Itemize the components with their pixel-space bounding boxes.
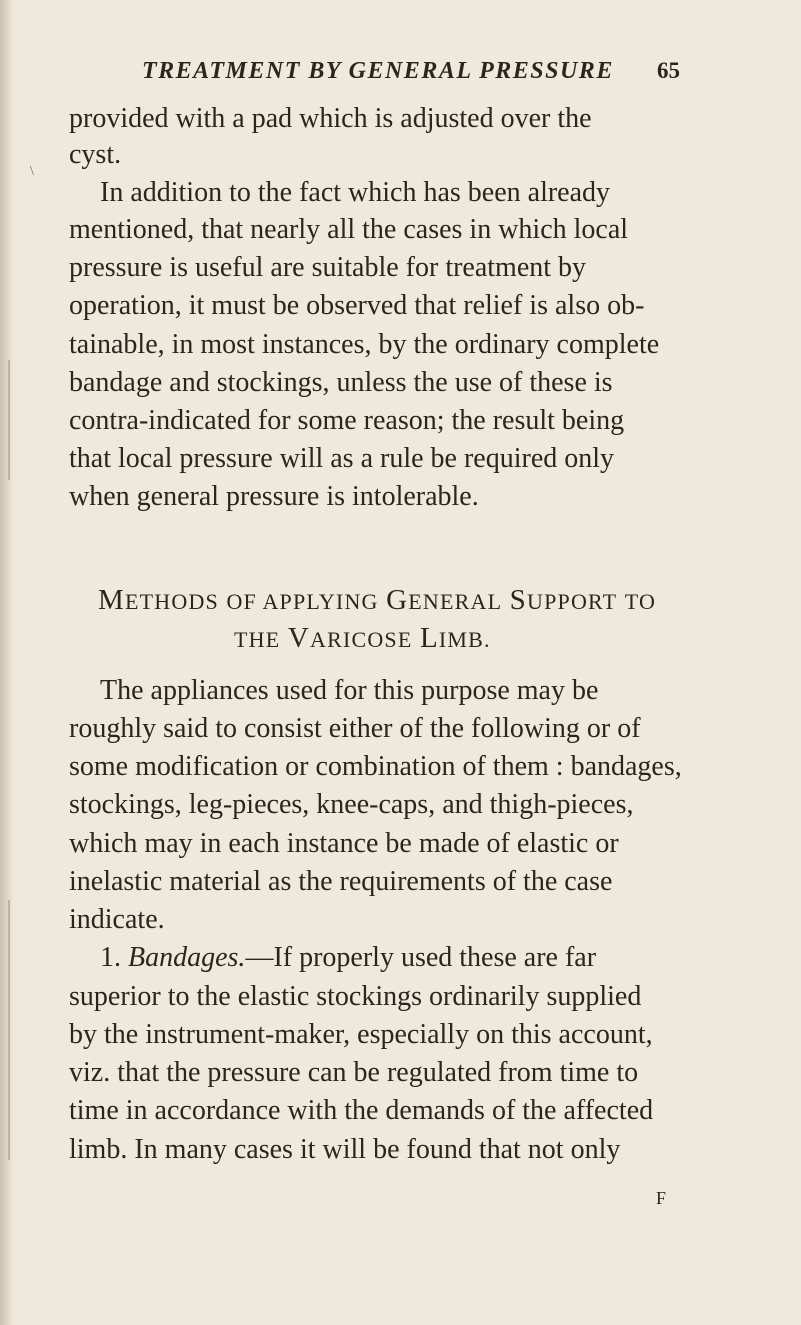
text-line: limb. In many cases it will be found that not only <box>69 1134 621 1165</box>
heading-initial: V <box>287 622 310 654</box>
text-line: bandage and stockings, unless the use of these is <box>69 367 613 398</box>
heading-initial: L <box>419 622 439 654</box>
text-line: operation, it must be observed that relief is also ob- <box>69 290 645 321</box>
text-line: mentioned, that nearly all the cases in which local <box>69 214 629 245</box>
gutter-mark <box>8 360 10 480</box>
page-number: 65 <box>657 58 680 83</box>
italic-term: Bandages. <box>128 942 246 973</box>
heading-initial: G <box>386 584 409 616</box>
text-line: some modification or combination of them : bandages, <box>69 751 682 782</box>
heading-text: TO <box>624 589 657 614</box>
heading-initial: M <box>98 584 125 616</box>
text-line: The appliances used for this purpose may be <box>100 675 599 706</box>
text-line: which may in each instance be made of elastic or <box>69 828 619 859</box>
signature-mark: F <box>656 1188 667 1208</box>
text-line: provided with a pad which is adjusted over the <box>69 103 592 134</box>
text-line: roughly said to consist either of the following or of <box>69 713 641 744</box>
list-number: 1. <box>100 942 121 973</box>
heading-text: OF APPLYING <box>226 589 379 614</box>
text-line: contra-indicated for some reason; the result being <box>69 405 625 436</box>
heading-text: THE <box>234 627 281 652</box>
text-line: cyst. <box>69 139 122 170</box>
heading-text: IMB. <box>438 627 491 652</box>
stray-mark: \ <box>30 164 34 179</box>
page-edge <box>0 0 14 1325</box>
text-line: time in accordance with the demands of the affected <box>69 1095 654 1126</box>
text-line: indicate. <box>69 904 165 935</box>
heading-text: ARICOSE <box>309 627 413 652</box>
text-line: tainable, in most instances, by the ordinary complete <box>69 329 660 360</box>
heading-text: ENERAL <box>408 589 503 614</box>
heading-text: UPPORT <box>527 589 618 614</box>
section-heading-line-1 <box>98 584 656 617</box>
text-line: viz. that the pressure can be regulated from time to <box>69 1057 639 1088</box>
text-line: pressure is useful are suitable for treatment by <box>69 252 587 283</box>
text-line: that local pressure will as a rule be required only <box>69 443 615 474</box>
heading-initial: S <box>509 584 528 616</box>
text-line <box>100 942 596 974</box>
heading-text: ETHODS <box>125 589 219 614</box>
text-line: In addition to the fact which has been already <box>100 177 611 208</box>
text-line: stockings, leg-pieces, knee-caps, and thigh-pieces, <box>69 789 634 820</box>
text-span: —If properly used these are far <box>245 942 597 973</box>
text-line: when general pressure is intolerable. <box>69 481 479 512</box>
text-line: by the instrument-maker, especially on this account, <box>69 1019 653 1050</box>
running-head: TREATMENT BY GENERAL PRESSURE <box>142 58 614 84</box>
gutter-mark <box>8 900 10 1160</box>
section-heading-line-2 <box>234 622 491 655</box>
text-line: inelastic material as the requirements of the case <box>69 866 613 897</box>
text-line: superior to the elastic stockings ordinarily supplied <box>69 981 642 1012</box>
